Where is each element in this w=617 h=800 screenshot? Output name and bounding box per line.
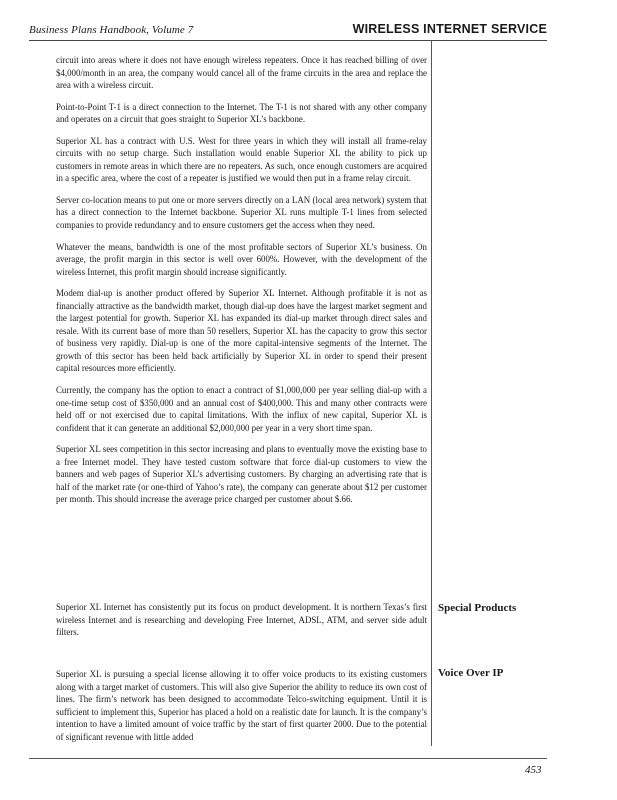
paragraph: Server co-location means to put one or more servers directly on a LAN (local area network) system that has a direct connection to the Internet backbone. Superior XL runs multiple T-1 lines from selected companies to provide redundancy and to ensure customers get the access when they need. [56, 194, 427, 231]
column-divider [431, 40, 432, 746]
special-products-text: Superior XL Internet has consistently put its focus on product development. It is northern Texas’s first wireless Internet and is researching and developing Free Internet, ADSL, ATM, and server side adult filters. [56, 602, 427, 638]
paragraph: Modem dial-up is another product offered by Superior XL Internet. Although profitable it is not as financially attractive as the bandwidth market, though dial-up does have the largest market segment and the largest potential for growth. Superior XL has expanded its dial-up market through direct sales and resale. With its current base of more than 50 resellers, Superior XL has the capacity to grow this sector of business very rapidly. Dial-up is one of the more capital-intensive segments of the Internet. The growth of this sector has been held back artificially by Superior XL in order to spend their present capital resources more efficiently. [56, 288, 427, 374]
paragraph: Point-to-Point T-1 is a direct connection to the Internet. The T-1 is not shared with any other company and operates on a circuit that goes straight to Superior XL’s backbone. [56, 101, 427, 125]
voice-over-ip-text: Superior XL is pursuing a special license allowing it to offer voice products to its existing customers along with a target market of customers. This will also give Superior the ability to reduce its own cost of lines. The firm’s network has been designed to accommodate Telco-switching equipment. Until it is sufficient to implement this, Superior has placed a hold on a realistic date for launch. It is the company’s intention to have a limited amount of voice traffic by the start of first quarter 2000. Due to the potential of significant revenue with little added [56, 669, 428, 742]
voice-over-ip-section [56, 668, 427, 743]
footer-rule [29, 758, 547, 759]
book-title: Business Plans Handbook, Volume 7 [29, 24, 194, 36]
page-number: 453 [525, 764, 542, 776]
paragraph: Currently, the company has the option to enact a contract of $1,000,000 per year selling dial-up with a one-time setup cost of $350,000 and an annual cost of $400,000. This and many other contracts were held off or not exercised due to capital limitations. With the influx of new capital, Superior XL is confident that it can generate an additional $2,000,000 per year in a very short time span. [56, 385, 427, 433]
section-title: WIRELESS INTERNET SERVICE [352, 22, 547, 36]
special-products-section [56, 601, 427, 639]
running-header [29, 22, 547, 40]
header-rule [29, 40, 547, 41]
paragraph: Whatever the means, bandwidth is one of the most profitable sectors of Superior XL’s business. On average, the profit margin in this sector is well over 600%. However, with the development of the wireless Internet, this profit margin should increase significantly. [56, 241, 427, 277]
paragraph: circuit into areas where it does not have enough wireless repeaters. Once it has reached billing of over $4,000/month in an area, the company would cancel all of the frame circuits in the area and replace the area with a wireless circuit. [56, 55, 427, 91]
voice-over-ip-heading: Voice Over IP [438, 667, 504, 679]
special-products-heading: Special Products [438, 602, 517, 614]
body-text [56, 54, 427, 515]
paragraph: Superior XL has a contract with U.S. West for three years in which they will install all frame-relay circuits with no setup charge. Such installation would enable Superior XL the ability to pick up customers in remote areas in which there are no repeaters. As such, once enough customers are acquired in a specific area, where the cost of a repeater is justified we would then put in a frame relay circuit. [56, 135, 427, 184]
paragraph: Superior XL sees competition in this sector increasing and plans to eventually move the existing base to a free Internet model. They have tested custom software that force dial-up customers to view the banners and web pages of Superior XL’s advertising customers. By charging an advertising rate that is half of the market rate (or one-third of Yahoo’s rate), the company can generate about $12 per customer per month. This should increase the average price charged per customer about $.66. [56, 444, 427, 505]
